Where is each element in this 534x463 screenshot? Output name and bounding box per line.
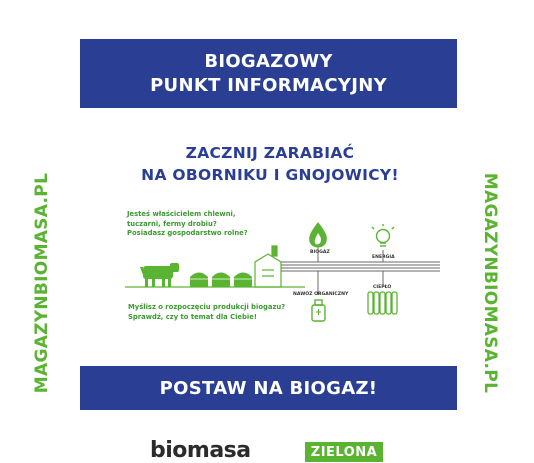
label-biogaz: BIOGAZ <box>310 250 330 255</box>
label-nawoz: NAWÓZ ORGANICZNY <box>293 292 349 297</box>
lightbulb-icon <box>372 224 394 246</box>
side-text-right-label: MAGAZYNBIOMASA.PL <box>480 172 500 394</box>
bottom-banner <box>80 366 457 410</box>
top-banner-line1: BIOGAZOWY <box>204 50 333 72</box>
flame-icon <box>309 222 327 248</box>
zielona-logo-text: ZIELONA <box>310 444 378 460</box>
digester-tanks <box>188 273 254 288</box>
question1-line3: Posiadasz gospodarstwo rolne? <box>127 229 248 237</box>
biomasa-logo-bio: bio <box>150 438 187 463</box>
headline-line1: ZACZNIJ ZARABIAĆ <box>185 144 355 162</box>
side-text-left-label: MAGAZYNBIOMASA.PL <box>32 172 52 394</box>
headline-line2: NA OBORNIKU I GNOJOWICY! <box>141 166 399 184</box>
question1-line1: Jesteś właścicielem chlewni, <box>127 210 236 218</box>
radiator-icon <box>368 292 397 314</box>
label-cieplo: CIEPŁO <box>373 285 392 290</box>
bottom-banner-text: POSTAW NA BIOGAZ! <box>159 377 378 399</box>
label-energia: ENERGIA <box>372 255 395 260</box>
top-banner-line2: PUNKT INFORMACYJNY <box>150 74 387 96</box>
biomasa-logo[interactable] <box>150 438 251 463</box>
fertilizer-bottle-icon <box>312 300 325 321</box>
question1-line2: tuczarni, fermy drobiu? <box>127 219 217 228</box>
pipes <box>281 247 440 295</box>
zielona-logo[interactable] <box>305 442 383 462</box>
question2-line2: Sprawdź, czy to temat dla Ciebie! <box>128 312 257 321</box>
question2-line1: Myślisz o rozpoczęciu produkcji biogazu? <box>128 303 286 311</box>
question-biogas-production <box>128 303 298 322</box>
cow-icon <box>140 263 179 287</box>
chp-building <box>255 246 281 287</box>
biomasa-logo-masa: masa <box>186 438 251 463</box>
